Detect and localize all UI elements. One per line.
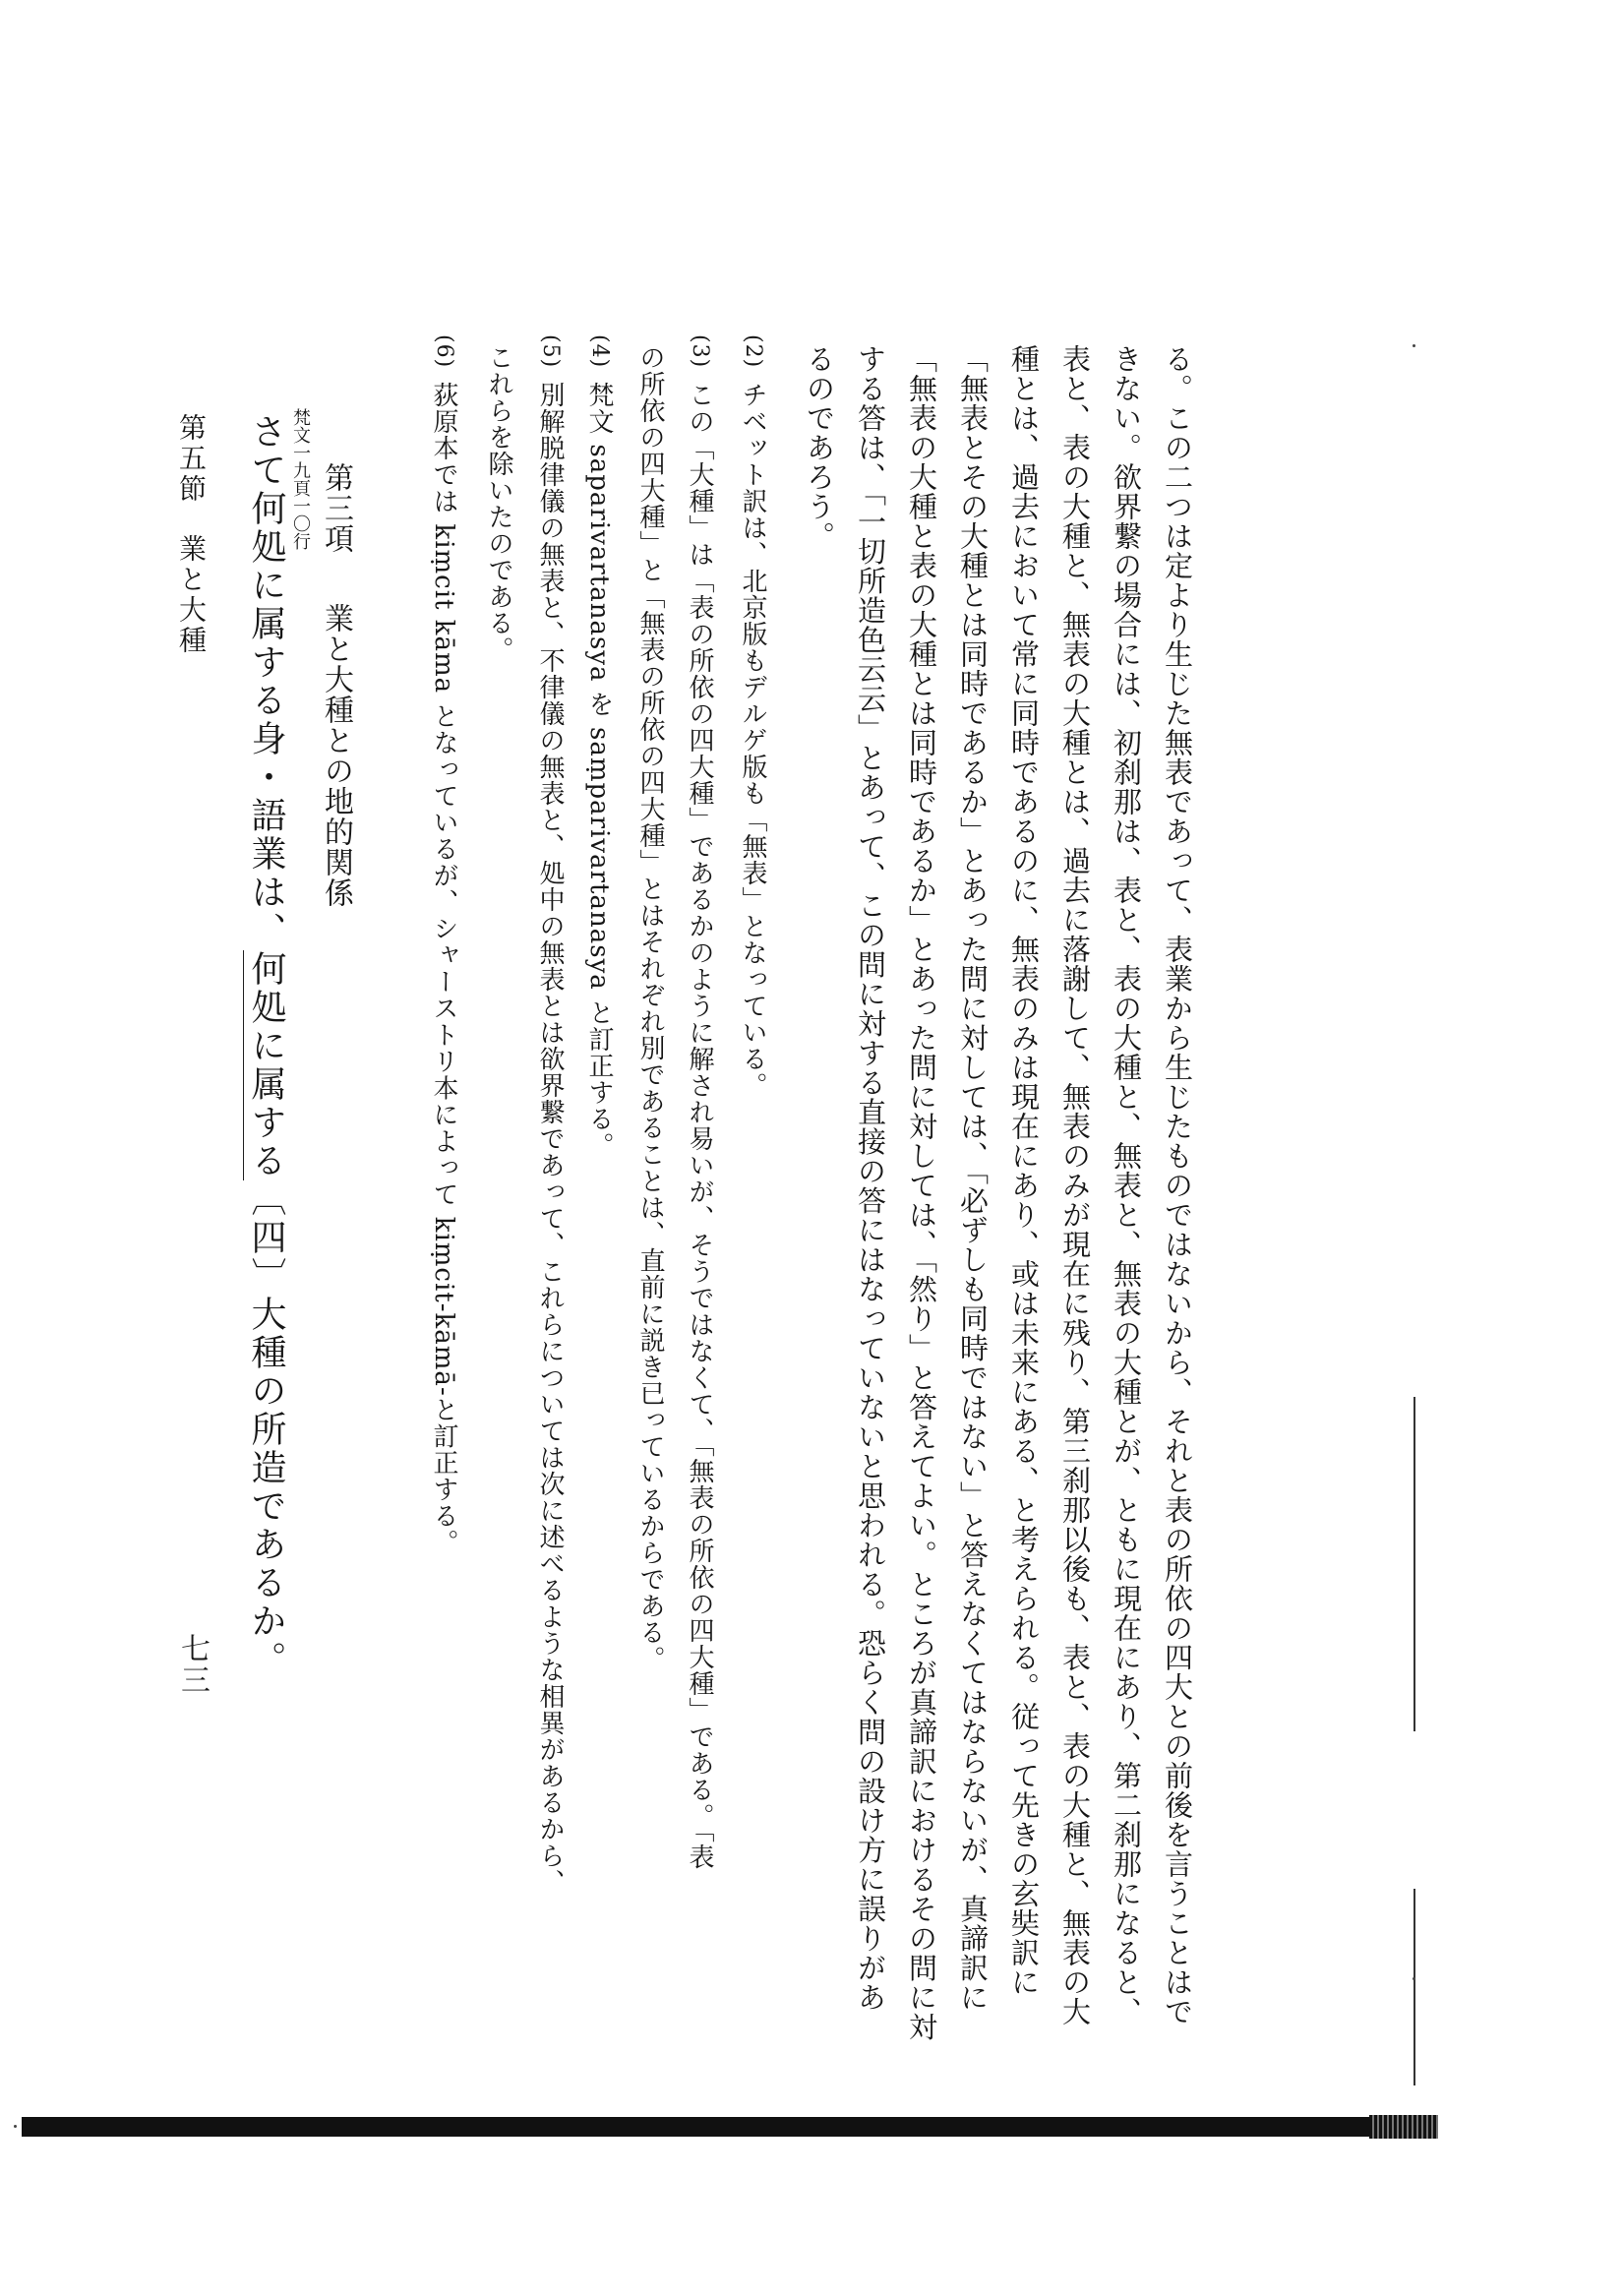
note-3 [687, 334, 712, 1870]
footer-section: 第五節 [175, 413, 208, 505]
scan-edge-line [1413, 1397, 1415, 1731]
page-number: 七三 [175, 1633, 210, 1696]
note-6 [431, 334, 456, 1556]
bracket-number: 〔四〕 [246, 1180, 286, 1296]
note-text: 別解脱律儀の無表と、不律儀の無表と、処中の無表とは欲界繋であって、これらについては次に述べるような相異があるから、 [535, 382, 565, 1897]
question-part-1: さて [246, 413, 286, 490]
note-number: (2) [741, 334, 765, 369]
main-question [246, 413, 286, 1679]
body-column-3: 表と、表の大種と、無表の大種とは、過去に落謝して、無表のみが現在に残り、第三刹那以後も、表と、表の大種と、無表の大 [1058, 344, 1092, 2026]
note-5-continued: これらを除いたのである。 [484, 344, 513, 663]
note-number: (4) [587, 334, 612, 369]
note-number: (5) [538, 334, 563, 369]
note-number: (3) [688, 334, 712, 369]
scan-border-band [22, 2117, 1438, 2137]
body-column-1: る。この二つは定より生じた無表であって、表業から生じたものではないから、それと表の所依の四大との前後を言うことはで [1161, 344, 1194, 2026]
margin-reference: 梵文一九頁一〇行 [290, 408, 311, 550]
note-text: この「大種」は「表の所依の四大種」であるかのように解され易いが、そうではなくて、「無表の所依の四大種」である。「表 [685, 382, 714, 1871]
note-5 [537, 334, 563, 1896]
body-column-5: 「無表とその大種とは同時であるか」とあった問に対しては、「必ずしも同時ではない」と答えなくてはならないが、真諦訳に [956, 344, 990, 2013]
section-number: 第三項 [319, 462, 353, 554]
body-column-7: する答は、「一切所造色云云」とあって、この問に対する直接の答にはなっていないと思われる。恐らく問の設け方に誤りがあ [854, 344, 887, 2013]
body-column-6: 「無表の大種と表の大種とは同時であるか」とあった問に対しては、「然り」と答えてよい。ところが真諦訳におけるその問に対 [905, 344, 938, 2042]
question-part-3: 大種の所造であるか。 [246, 1296, 286, 1679]
body-column-8: るのであろう。 [803, 344, 836, 551]
section-title: 業と大種との地的関係 [319, 603, 353, 908]
running-footer [175, 413, 208, 656]
scan-speck [1413, 1977, 1415, 1980]
footer-title: 業と大種 [175, 534, 208, 656]
note-text: 荻原本では kiṃcit kāma となっているが、シャーストリ本によって kiṃcit-kāmā-と訂正する。 [429, 382, 458, 1556]
section-heading [319, 462, 353, 908]
scan-speck [14, 2125, 17, 2128]
note-number: (6) [432, 334, 456, 369]
scan-edge-line [1413, 1889, 1415, 2085]
note-4 [586, 334, 612, 1159]
scan-border-edge [1369, 2115, 1438, 2139]
body-column-2: きない。欲界繋の場合には、初刹那は、表と、表の大種と、無表と、無表の大種とが、ともに現在にあり、第二刹那になると、 [1110, 344, 1143, 2026]
scan-speck [1413, 344, 1415, 347]
note-text: チベット訳は、北京版もデルゲ版も「無表」となっている。 [738, 382, 767, 1100]
body-column-4: 種とは、過去において常に同時であるのに、無表のみは現在にあり、或は未来にある、と考えられる。従って先きの玄奘訳に [1007, 344, 1041, 1997]
question-part-2: 何処に属する身・語業は、 [246, 490, 286, 950]
note-text: 梵文 saparivartanasya を saṃparivartanasya と訂正する。 [584, 382, 614, 1160]
note-3-continued: の所依の四大種」と「無表の所依の四大種」とはそれぞれ別であることは、直前に説き已っているからである。 [635, 344, 665, 1672]
boxed-phrase: 何処に属する [243, 950, 286, 1180]
note-2 [740, 334, 765, 1099]
